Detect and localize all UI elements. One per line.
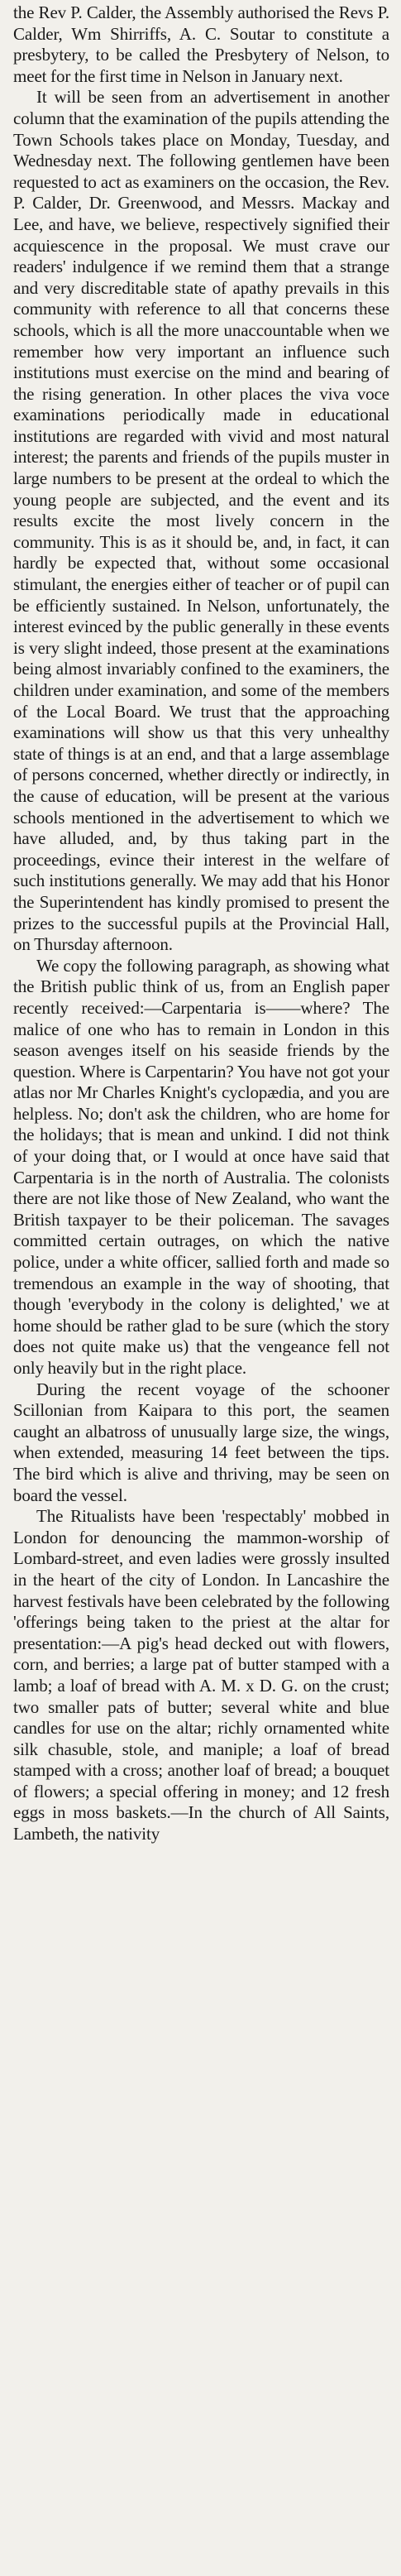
article-paragraph: It will be seen from an advertisement in another column that the examination of the pupils attending the Town Schools takes place on Monday, Tuesday, and Wednesday next. The following gentlemen have been requested to act as examiners on the occasion, the Rev. P. Calder, Dr. Greenwood, and Messrs. Mackay and Lee, and have, we believe, respectively signified their acquiescence in the proposal. We must crave our readers' indulgence if we remind them that a strange and very discreditable state of apathy prevails in this community with reference to all that concerns these schools, which is all the more unaccountable when we remember how very important an influence such institutions must exercise on the mind and bearing of the rising generation. In other places the viva voce examinations periodically made in educational institutions are regarded with vivid and most natural interest; the parents and friends of the pupils muster in large numbers to be present at the ordeal to which the young people are subjected, and the event and its results excite the most lively concern in the community. This is as it should be, and, in fact, it can hardly be expected that, without some occasional stimulant, the energies either of teacher or of pupil can be efficiently sustained. In Nelson, unfortunately, the interest evinced by the public generally in these events is very slight indeed, those present at the examinations being almost invariably confined to the examiners, the children under examination, and some of the members of the Local Board. We trust that the approaching examinations will show us that this very unhealthy state of things is at an end, and that a large assemblage of persons concerned, whether directly or indirectly, in the cause of education, will be present at the various schools mentioned in the advertisement to which we have alluded, and, by thus taking part in the proceedings, evince their interest in the welfare of such institutions generally. We may add that his Honor the Superintendent has kindly promised to present the prizes to the successful pupils at the Provincial Hall, on Thursday afternoon. <box>13 87 389 955</box>
article-paragraph: During the recent voyage of the schooner Scillonian from Kaipara to this port, the seamen caught an albatross of unusually large size, the wings, when extended, measuring 14 feet between the tips. The bird which is alive and thriving, may be seen on board the vessel. <box>13 1379 389 1505</box>
article-paragraph: We copy the following paragraph, as showing what the British public think of us, from an English paper recently received:—Carpentaria is——where? The malice of one who has to remain in London in this season avenges itself on his seaside friends by the question. Where is Carpentarin? You have not got your atlas nor Mr Charles Knight's cyclopædia, and you are helpless. No; don't ask the children, who are home for the holidays; that is mean and unkind. I did not think of your doing that, or I would at once have said that Carpentaria is in the north of Australia. The colonists there are not like those of New Zealand, who want the British taxpayer to be their policeman. The savages committed certain outrages, on which the native police, under a white officer, sallied forth and made so tremendous an example in the way of shooting, that though 'everybody in the colony is delighted,' we at home should be rather glad to be sure (which the story does not quite make us) that the vengeance fell not only heavily but in the right place. <box>13 955 389 1378</box>
article-paragraph: the Rev P. Calder, the Assembly authorised the Revs P. Calder, Wm Shirriffs, A. C. Soutar to constitute a presbytery, to be called the Presbytery of Nelson, to meet for the first time in Nelson in January next. <box>13 2 389 86</box>
article-paragraph: The Ritualists have been 'respectably' mobbed in London for denouncing the mammon-worship of Lombard-street, and even ladies were grossly insulted in the heart of the city of London. In Lancashire the harvest festivals have been celebrated by the following 'offerings being taken to the priest at the altar for presentation:—A pig's head decked out with flowers, corn, and berries; a large pat of butter stamped with a lamb; a loaf of bread with A. M. x D. G. on the crust; two smaller pats of butter; several white and blue candles for use on the altar; richly ornamented white silk chasuble, stole, and maniple; a loaf of bread stamped with a cross; another loaf of bread; a bouquet of flowers; a special offering in money; and 12 fresh eggs in moss baskets.—In the church of All Saints, Lambeth, the nativity <box>13 1506 389 1844</box>
